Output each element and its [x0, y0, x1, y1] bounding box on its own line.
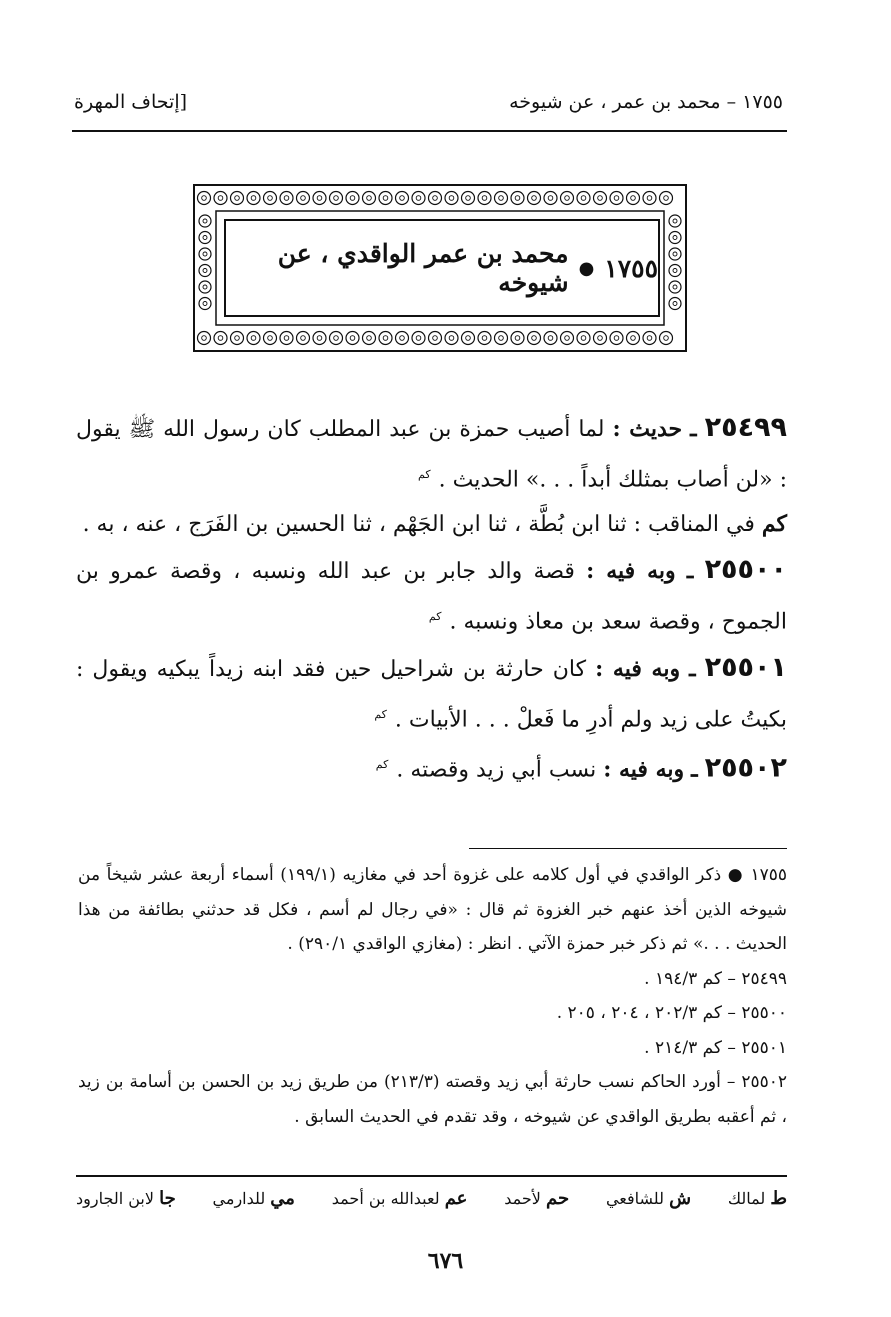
entry-label: حديث :	[612, 416, 683, 442]
footnote: ١٧٥٥ ● ذكر الواقدي في أول كلامه على غزوة أحد في مغازيه (١٩٩/١) أسماء أربعة عشر شيخاً من شيوخه الذين أخذ عنهم خبر الغزوة ثم قال : «في رجال لم أسم ، فكل قد حدثني بطائفة من هذا الحديث . . .» ثم ذكر خبر حمزة الآتي . انظر : (مغازي الواقدي ٢٩٠/١) .	[78, 865, 787, 954]
footnote: ٢٥٥٠٠ – كم ٢٠٢/٣ ، ٢٠٤ ، ٢٠٥ .	[556, 1003, 787, 1023]
footnotes	[78, 858, 787, 1134]
hadith-number: ٢٥٥٠١	[704, 651, 787, 683]
source-abbr: كم	[761, 511, 787, 538]
footnote: ٢٥٤٩٩ – كم ١٩٤/٣ .	[644, 968, 787, 989]
hadith-entry: ٢٥٤٩٩ ـ حديث : لما أصيب حمزة بن عبد المطلب كان رسول الله ﷺ يقول : «لن أصاب بمثلك أبداً . . .» الحديث . $^{كم}$	[76, 412, 788, 493]
entry-label: وبه فيه :	[603, 756, 685, 783]
entry-label: وبه فيه :	[586, 558, 676, 585]
legend-rule	[76, 1175, 787, 1177]
chapter-heading: ١٧٥٥ – محمد بن عمر ، عن شيوخه	[509, 91, 783, 113]
hadith-entries	[76, 405, 787, 792]
footnote-rule	[469, 848, 787, 849]
footnote: ٢٥٥٠٢ – أورد الحاكم نسب حارثة أبي زيد وقصته (٢١٣/٣) من طريق زيد بن الحسن بن أسامة بن زيد ، ثم أعقبه بطريق الواقدي عن شيوخه ، وقد تقدم في الحديث السابق .	[78, 1072, 787, 1127]
section-number: ١٧٥٥	[604, 253, 658, 283]
source-symbol: كم	[375, 757, 389, 771]
source-symbol: كم	[428, 610, 442, 624]
legend-item: جا لابن الجارود	[76, 1188, 176, 1209]
section-title	[224, 219, 660, 317]
hadith-number: ٢٥٥٠٢	[704, 752, 787, 784]
legend-item: عم لعبدالله بن أحمد	[331, 1188, 468, 1209]
ornamental-title-box	[192, 183, 688, 353]
hadith-number: ٢٥٤٩٩	[704, 412, 788, 443]
entry-text: كان حارثة بن شراحيل حين فقد ابنه زيداً يبكيه ويقول : بكيتُ على زيد ولم أدرِ ما فَعلْ . . . الأبيات .	[76, 656, 787, 732]
entry-text: نسب أبي زيد وقصته .	[396, 757, 597, 783]
abbreviation-legend	[76, 1188, 787, 1209]
source-symbol: كم	[374, 707, 387, 721]
legend-item: ش للشافعي	[605, 1188, 692, 1209]
source-symbol: كم	[418, 468, 431, 481]
source-line	[76, 502, 787, 547]
hadith-entry: ٢٥٥٠١ ـ وبه فيه : كان حارثة بن شراحيل حين فقد ابنه زيداً يبكيه ويقول : بكيتُ على زيد ولم أدرِ ما فَعلْ . . . الأبيات . $^{كم}$	[76, 651, 787, 732]
legend-item: ط لمالك	[727, 1188, 787, 1209]
header-rule	[72, 130, 787, 132]
entry-text: قصة والد جابر بن عبد الله ونسبه ، وقصة عمرو بن الجموح ، وقصة سعد بن معاذ ونسبه .	[76, 559, 787, 635]
section-name: محمد بن عمر الواقدي ، عن شيوخه	[277, 239, 569, 297]
running-header	[74, 86, 783, 118]
legend-item: حم لأحمد	[504, 1188, 570, 1209]
legend-item: مي للدارمي	[212, 1188, 295, 1209]
footnote: ٢٥٥٠١ – كم ٢١٤/٣ .	[644, 1037, 787, 1058]
hadith-entry: ٢٥٥٠٢ ـ وبه فيه : نسب أبي زيد وقصته . $^{كم}$	[375, 752, 787, 784]
hadith-entry: ٢٥٥٠٠ ـ وبه فيه : قصة والد جابر بن عبد الله ونسبه ، وقصة عمرو بن الجموح ، وقصة سعد بن معاذ ونسبه . $^{كم}$	[76, 554, 787, 635]
book-title: [إتحاف المهرة	[74, 91, 188, 113]
source-text: في المناقب : ثنا ابن بُطَّة ، ثنا ابن الجَهْم ، ثنا الحسين بن الفَرَج ، عنه ، به .	[82, 512, 755, 538]
entry-label: وبه فيه :	[595, 655, 681, 682]
entry-text: لما أصيب حمزة بن عبد المطلب كان رسول الله ﷺ يقول : «لن أصاب بمثلك أبداً . . .» الحديث .	[76, 417, 787, 493]
hadith-number: ٢٥٥٠٠	[704, 554, 787, 586]
bullet-icon: ●	[578, 257, 595, 279]
page-number: ٦٧٦	[427, 1248, 464, 1274]
